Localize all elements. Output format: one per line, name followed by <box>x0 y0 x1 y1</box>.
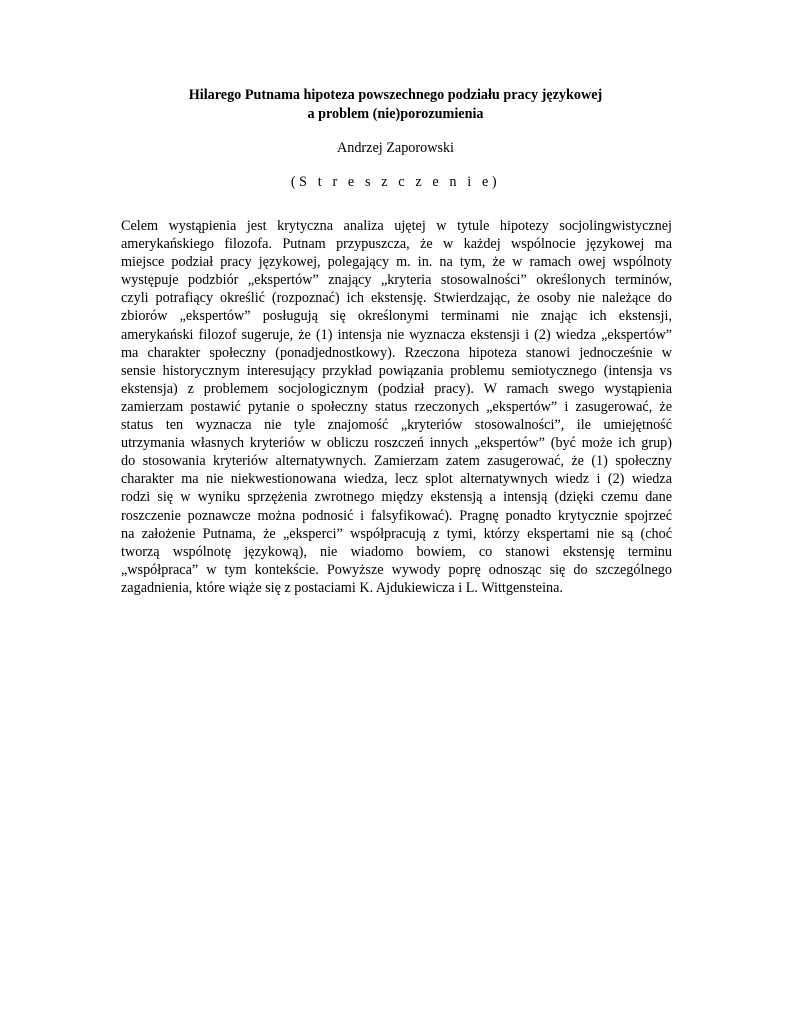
section-label: (S t r e s z c z e n i e) <box>290 174 501 190</box>
abstract-line: sensie historycznym interesujący przykład powiązania problemu semiotycznego (intensja vs <box>121 362 672 379</box>
abstract-line: na założenie Putnama, że „eksperci” współpracują z tymi, którzy ekspertami nie są (choć <box>121 525 672 542</box>
abstract-line: utrzymania własnych kryteriów w obliczu roszczeń innych „ekspertów” (być może ich grup) <box>121 435 672 452</box>
title-line-1: Hilarego Putnama hipoteza powszechnego podziału pracy językowej <box>188 87 603 103</box>
abstract-line: czyli potrafiący określić (rozpoznać) ich ekstensję. Stwierdzając, że osoby nie należące do <box>121 290 672 307</box>
abstract-line: status ten wyznacza nie tyle znajomość „kryteriów stosowalności”, ile umiejętność <box>121 417 672 434</box>
abstract-line: miejsce podział pracy językowej, polegający m. in. na tym, że w ramach owej wspólnoty <box>121 254 672 271</box>
author-name: Andrzej Zaporowski <box>336 140 454 156</box>
abstract-line: Celem wystąpienia jest krytyczna analiza ujętej w tytule hipotezy socjolingwistycznej <box>121 218 672 234</box>
abstract-line: charakter ma nie niekwestionowana wiedza, lecz splot alternatywnych wiedz i (2) wiedza <box>121 471 672 488</box>
abstract-line: roszczenie poznawcze można podnosić i falsyfikować). Pragnę ponadto krytycznie spojrzeć <box>121 507 672 524</box>
abstract-line: zagadnienia, które wiąże się z postaciami K. Ajdukiewicza i L. Wittgensteina. <box>121 579 563 596</box>
abstract-line: do stosowania kryteriów alternatywnych. Zamierzam zatem zasugerować, że (1) społeczny <box>121 453 672 470</box>
abstract-line: amerykańskiego filozofa. Putnam przypuszcza, że w każdej wspólnocie językowej ma <box>121 236 672 253</box>
abstract-line: rodzi się w wyniku sprzężenia zwrotnego między ekstensją a intensją (dzięki czemu dane <box>121 489 672 506</box>
document-title <box>0 86 791 124</box>
abstract-line: zamierzam postawić pytanie o społeczny status rzeczonych „ekspertów” i zasugerować, że <box>121 398 672 415</box>
abstract-line: ekstensja) z problemem socjologicznym (podział pracy). W ramach swego wystąpienia <box>121 380 672 397</box>
abstract-line: ma charakter społeczny (ponadjednostkowy). Rzeczona hipoteza stanowi jednocześnie w <box>121 344 672 361</box>
abstract-line: występuje podzbiór „ekspertów” znający „kryteria stosowalności” określonych terminów, <box>121 272 672 289</box>
abstract-line: tworzą wspólnotę językową), nie wiadomo bowiem, co stanowi ekstensję terminu <box>121 543 672 560</box>
abstract-line: „współpraca” w tym kontekście. Powyższe wywody poprę odnosząc się do szczególnego <box>121 561 672 578</box>
title-line-2: a problem (nie)porozumienia <box>307 106 484 122</box>
abstract-line: zbiorów „ekspertów” posługują się określonymi terminami nie znając ich ekstensji, <box>121 308 672 325</box>
abstract-text <box>121 217 672 597</box>
abstract-line: amerykański filozof sugeruje, że (1) intensja nie wyznacza ekstensji i (2) wiedza „ekspertów” <box>121 326 672 343</box>
